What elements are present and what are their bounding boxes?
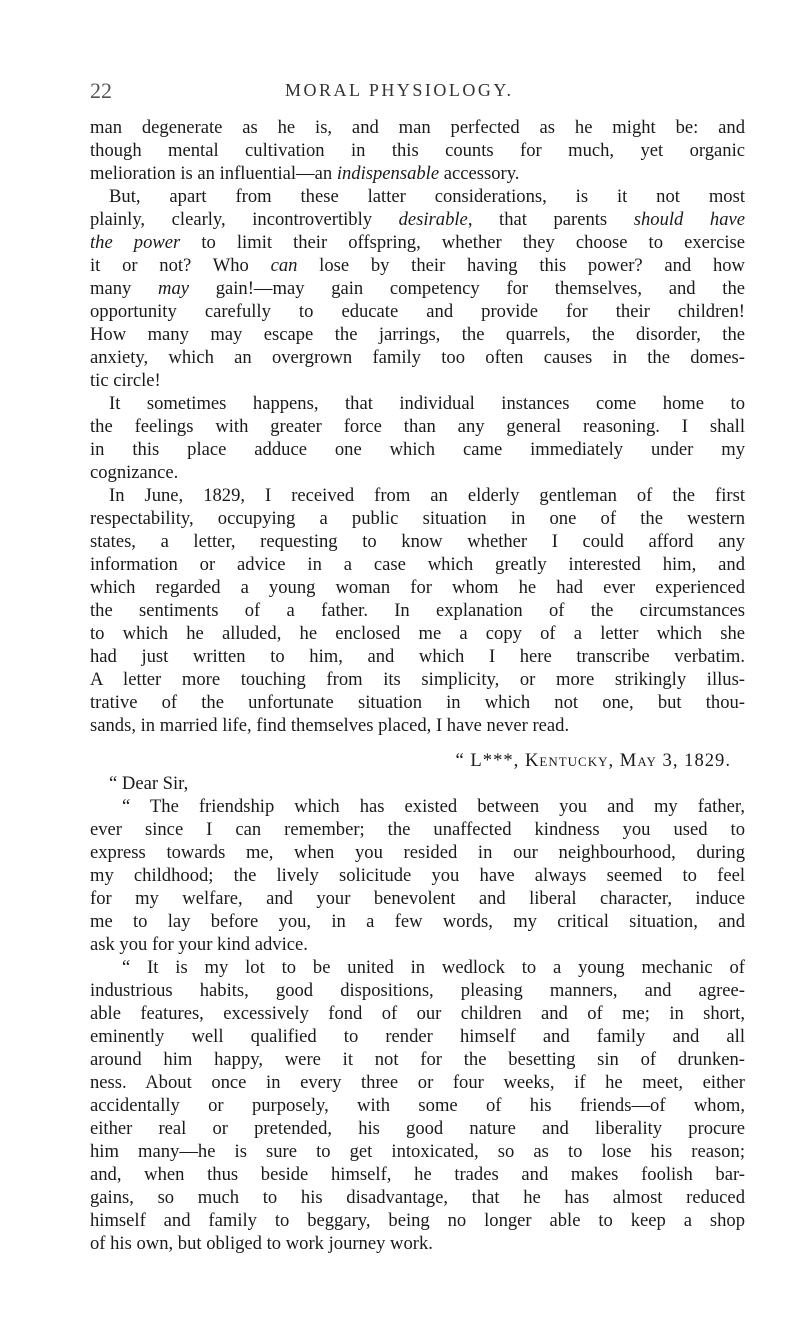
paragraph [90,392,745,484]
text-line: had just written to him, and which I here transcribe verbatim. [90,646,745,667]
text-line: around him happy, were it not for the besetting sin of drunken- [90,1049,745,1070]
text-line: A letter more touching from its simplicity, or more strikingly illus- [90,669,745,690]
text-line: But, apart from these latter considerations, is it not most [109,186,745,207]
text-line: ever since I can remember; the unaffected kindness you used to [90,819,745,840]
text-line: sands, in married life, find themselves placed, I have never read. [90,715,570,736]
text-line: It sometimes happens, that individual instances come home to [109,393,745,414]
text-line: anxiety, which an overgrown family too often causes in the domes- [90,347,745,368]
text-line: tic circle! [90,370,161,391]
text-line: accidentally or purposely, with some of his friends—of whom, [90,1095,745,1116]
paragraph [90,484,745,737]
text-line: himself and family to beggary, being no longer able to keep a shop [90,1210,745,1231]
text-line: though mental cultivation in this counts for much, yet organic [90,140,745,161]
body-text [90,116,745,1255]
text-line: states, a letter, requesting to know whether I could afford any [90,531,745,552]
text-line: of his own, but obliged to work journey work. [90,1233,433,1254]
text-line: “ It is my lot to be united in wedlock to a young mechanic of [122,957,745,978]
text-line: opportunity carefully to educate and provide for their children! [90,301,745,322]
text-line: and, when thus beside himself, he trades and makes foolish bar- [90,1164,745,1185]
text-line: him many—he is sure to get intoxicated, so as to lose his reason; [90,1141,745,1162]
text-line: the feelings with greater force than any general reasoning. I shall [90,416,745,437]
text-line: melioration is an influential—an indispensable accessory. [90,163,520,184]
text-line: man degenerate as he is, and man perfected as he might be: and [90,117,745,138]
text-line: the sentiments of a father. In explanation of the circumstances [90,600,745,621]
text-line: many may gain!—may gain competency for themselves, and the [90,278,745,299]
text-line: ask you for your kind advice. [90,934,308,955]
spacer [90,737,745,749]
text-line: industrious habits, good dispositions, pleasing manners, and agree- [90,980,745,1001]
paragraph [90,185,745,392]
text-line: able features, excessively fond of our children and of me; in short, [90,1003,745,1024]
running-title: MORAL PHYSIOLOGY. [285,80,514,100]
text-line: the power to limit their offspring, whether they choose to exercise [90,232,745,253]
text-line: How many may escape the jarrings, the quarrels, the disorder, the [90,324,745,345]
text-line: In June, 1829, I received from an elderly gentleman of the first [109,485,745,506]
text-line: cognizance. [90,462,179,483]
text-line: eminently well qualified to render himself and family and all [90,1026,745,1047]
text-line: me to lay before you, in a few words, my critical situation, and [90,911,745,932]
text-line: either real or pretended, his good nature and liberality procure [90,1118,745,1139]
paragraph [90,956,745,1255]
paragraph [90,116,745,185]
text-line: plainly, clearly, incontrovertibly desirable, that parents should have [90,209,745,230]
text-line: information or advice in a case which greatly interested him, and [90,554,745,575]
text-line: respectability, occupying a public situation in one of the western [90,508,745,529]
letter-salutation: “ Dear Sir, [109,773,189,794]
text-line: ness. About once in every three or four weeks, if he meet, either [90,1072,745,1093]
paragraph [90,795,745,956]
text-line: for my welfare, and your benevolent and liberal character, induce [90,888,745,909]
text-line: my childhood; the lively solicitude you have always seemed to feel [90,865,745,886]
text-line: it or not? Who can lose by their having this power? and how [90,255,745,276]
text-line: to which he alluded, he enclosed me a copy of a letter which she [90,623,745,644]
text-line: express towards me, when you resided in our neighbourhood, during [90,842,745,863]
text-line: trative of the unfortunate situation in which not one, but thou- [90,692,745,713]
text-line: which regarded a young woman for whom he had ever experienced [90,577,745,598]
running-head [90,78,735,106]
text-line: “ The friendship which has existed between you and my father, [122,796,745,817]
text-line: gains, so much to his disadvantage, that he has almost reduced [90,1187,745,1208]
page-number: 22 [90,78,112,103]
text-line: in this place adduce one which came immediately under my [90,439,745,460]
letter-dateline: “ L***, Kentucky, May 3, 1829. [455,750,731,771]
